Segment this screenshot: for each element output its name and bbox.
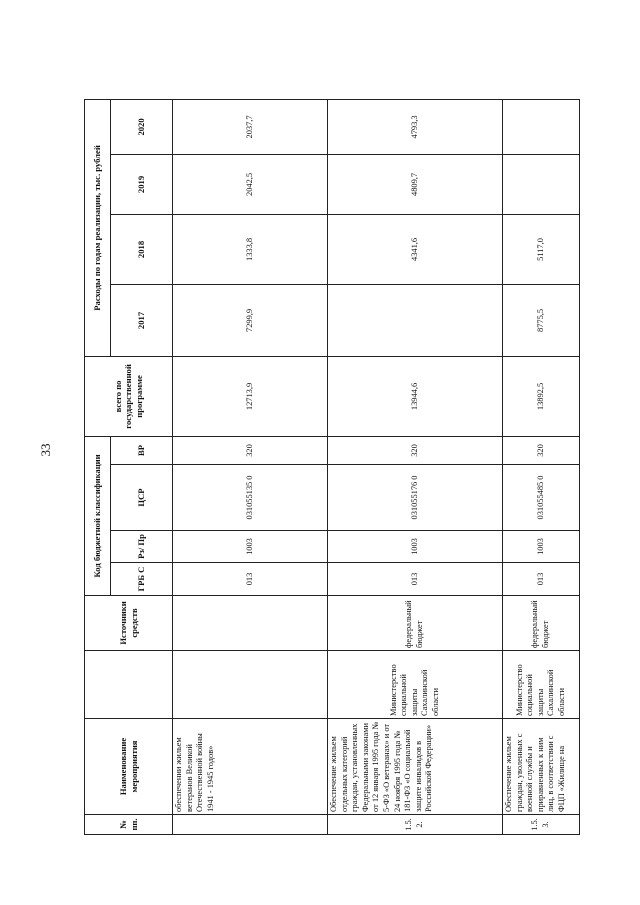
rotated-table-container (84, 100, 579, 835)
row-total: 13944,6 (328, 356, 503, 436)
row-source (173, 596, 328, 651)
header-rzpr: Рз/ Пр (111, 531, 173, 563)
row-executor (173, 651, 328, 719)
row-2020: 4793,3 (328, 99, 503, 154)
page-number: 33 (38, 443, 53, 457)
row-source: федеральный бюджет (328, 596, 503, 651)
row-rzpr: 1003 (328, 531, 503, 563)
row-2017: 8775,5 (503, 284, 580, 356)
row-2019 (503, 154, 580, 214)
header-source: Источники средств (85, 596, 173, 651)
table-row (503, 99, 580, 834)
header-budget-code-group: Код бюджетной классификации (85, 436, 111, 595)
row-2020: 2037,7 (173, 99, 328, 154)
row-2018: 5117,0 (503, 214, 580, 284)
table-row (328, 99, 503, 834)
header-2019: 2019 (111, 154, 173, 214)
header-csr: ЦСР (111, 465, 173, 531)
header-no: № пп. (85, 815, 173, 835)
row-grbs: 013 (328, 563, 503, 596)
row-2019: 4809,7 (328, 154, 503, 214)
row-2018: 4341,6 (328, 214, 503, 284)
row-name: Обеспечение жильем отдельных категорий граждан, установленных Федеральными законами от 12 января 1995 года № 5-ФЗ «О ветеранах» и от 24 ноября 1995 года № 181-ФЗ «О социальной защите инвалидов в Российской Федерации» (328, 719, 503, 815)
header-vr: ВР (111, 436, 173, 464)
header-2020: 2020 (111, 99, 173, 154)
row-2018: 1333,8 (173, 214, 328, 284)
row-2017: 7299,9 (173, 284, 328, 356)
header-2018: 2018 (111, 214, 173, 284)
row-vr: 320 (503, 436, 580, 464)
row-csr: 031055135 0 (173, 465, 328, 531)
header-expenses-group: Расходы по годам реализации, тыс. рублей (85, 99, 111, 356)
row-rzpr: 1003 (173, 531, 328, 563)
row-total: 13892,5 (503, 356, 580, 436)
table-row (173, 99, 328, 834)
row-source: федеральный бюджет (503, 596, 580, 651)
row-vr: 320 (173, 436, 328, 464)
header-name: Наименование мероприятия (85, 719, 173, 815)
row-rzpr: 1003 (503, 531, 580, 563)
row-executor: Министерство социальной защиты Сахалинской области (503, 651, 580, 719)
row-no (173, 815, 328, 835)
header-row-1 (85, 99, 111, 834)
row-no: 1.5. 2. (328, 815, 503, 835)
row-2017 (328, 284, 503, 356)
expenses-table (84, 99, 580, 835)
row-2019: 2042,5 (173, 154, 328, 214)
header-2017: 2017 (111, 284, 173, 356)
row-name: обеспечении жильем ветеранов Великой Отечественной войны 1941 - 1945 годов» (173, 719, 328, 815)
row-csr: 031055485 0 (503, 465, 580, 531)
header-grbs: ГРБ С (111, 563, 173, 596)
row-total: 12713,9 (173, 356, 328, 436)
header-executor (85, 651, 173, 719)
row-no: 1.5. 3. (503, 815, 580, 835)
row-csr: 031055176 0 (328, 465, 503, 531)
header-total: всего по государственной программе (85, 356, 173, 436)
row-grbs: 013 (503, 563, 580, 596)
row-vr: 320 (328, 436, 503, 464)
row-executor: Министерство социальной защиты Сахалинской области (328, 651, 503, 719)
row-grbs: 013 (173, 563, 328, 596)
row-2020 (503, 99, 580, 154)
row-name: Обеспечение жильем граждан, уволенных с военной службы и приравненных к ним лиц, в соответствии с ФЦП «Жилище на (503, 719, 580, 815)
